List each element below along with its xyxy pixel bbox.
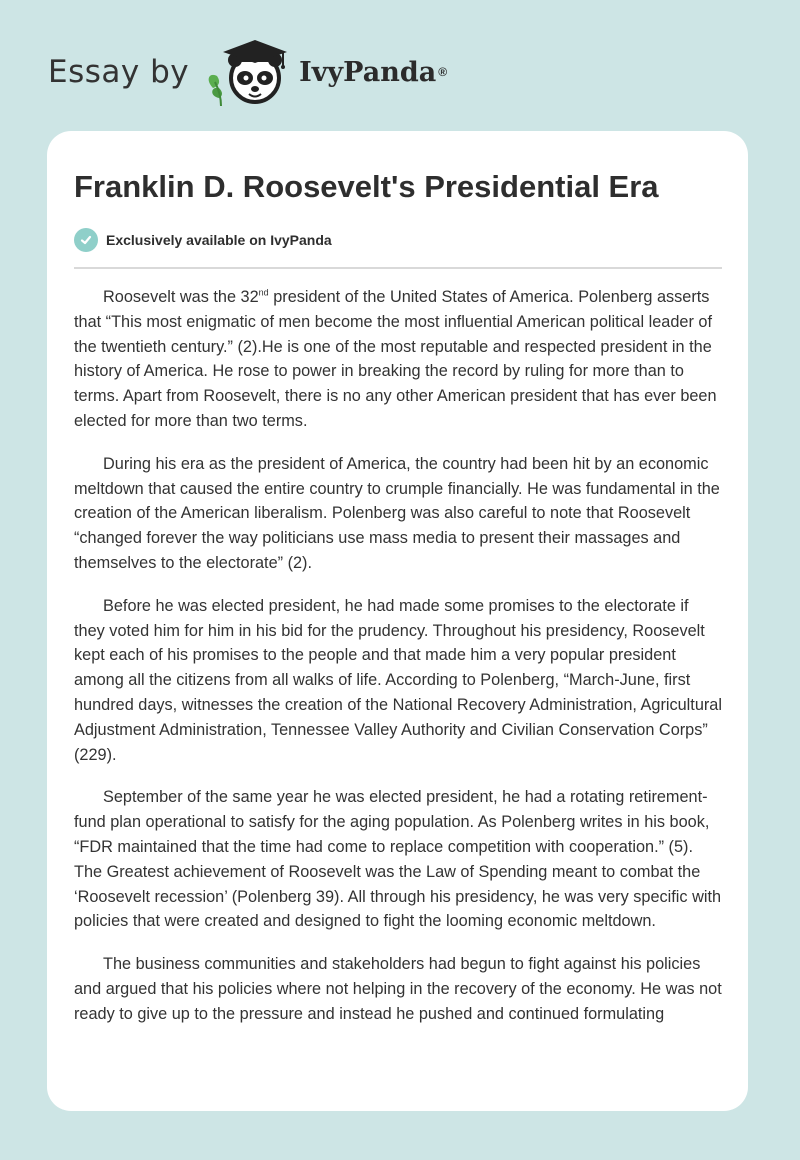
- paragraph-2: During his era as the president of America, the country had been hit by an economic meltdown that caused the entire country to crumple financially. He was fundamental in the creation of the American liberalism. Polenberg was also careful to note that Roosevelt “changed forever the way politicians use mass media to present their massages and themselves to the electorate” (2).: [74, 454, 720, 572]
- essay-card: [47, 131, 748, 1111]
- paragraph-3: Before he was elected president, he had made some promises to the electorate if they voted him for him in his bid for the prudency. Throughout his presidency, Roosevelt kept each of his promises to the people and that made him a very popular president among all the citizens from all walks of life. According to Polenberg, “March-June, first hundred days, witnesses the creation of the National Recovery Administration, Agricultural Adjustment Administration, Tennessee Valley Authority and Civilian Conservation Corps” (229).: [74, 596, 722, 764]
- divider: [74, 267, 722, 269]
- badge-label: Exclusively available on IvyPanda: [106, 232, 332, 248]
- essay-title: Franklin D. Roosevelt's Presidential Era: [74, 169, 659, 204]
- paragraph-4: September of the same year he was elected president, he had a rotating retirement-fund plan operational to satisfy for the aging population. As Polenberg writes in his book, “FDR maintained that the time had come to replace competition with cooperation.” (5). The Greatest achievement of Roosevelt was the Law of Spending meant to combat the ‘Roosevelt recession’ (Polenberg 39). All through his presidency, he was very specific with policies that were created and designed to fight the looming economic meltdown.: [74, 788, 722, 931]
- paragraph-5: The business communities and stakeholders had begun to fight against his policies and argued that his policies where not helping in the recovery of the economy. He was not ready to give up to the pressure and instead he pushed and continued formulating: [74, 955, 722, 1023]
- panda-graduate-icon: [203, 36, 295, 108]
- brand-name: IvyPanda: [299, 56, 437, 88]
- paragraph-1: Roosevelt was the 32nd president of the United States of America. Polenberg asserts that “This most enigmatic of men become the most influential American political leader of the twentieth century.” (2).He is one of the most reputable and respected president in the history of America. He rose to power in breaking the record by ruling for more than to terms. Apart from Roosevelt, there is no any other American president that has ever been elected for more than two terms.: [74, 287, 717, 430]
- essay-body: [74, 285, 722, 1027]
- brand-prefix: Essay by: [48, 54, 190, 90]
- brand-header: [48, 36, 447, 108]
- registered-mark: ®: [438, 65, 448, 79]
- check-icon: [74, 228, 98, 252]
- exclusive-badge: [74, 227, 722, 253]
